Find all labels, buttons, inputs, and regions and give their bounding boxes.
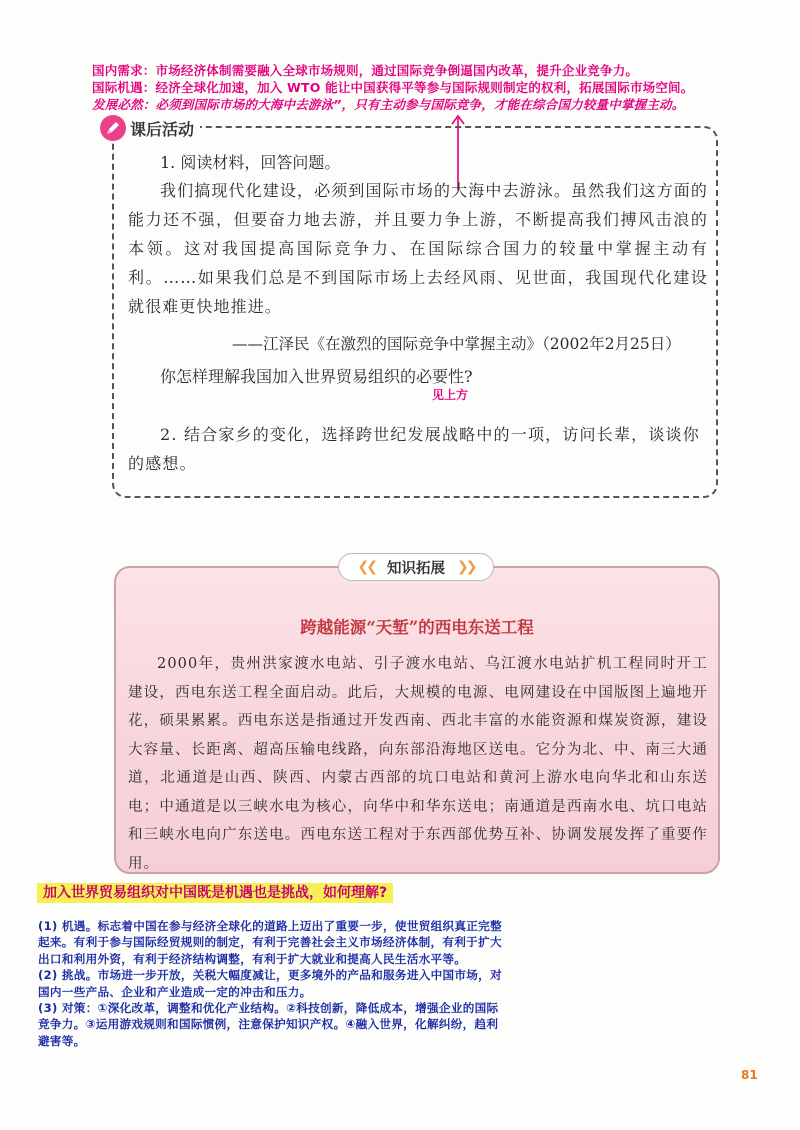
activity-title: 课后活动 (130, 119, 195, 139)
question-2: 2. 结合家乡的变化，选择跨世纪发展战略中的一项，访问长辈，谈谈你的感想。 (128, 425, 700, 473)
pencil-icon (100, 115, 126, 141)
question-wto-necessity: 你怎样理解我国加入世界贸易组织的必要性? (160, 367, 473, 386)
knowledge-banner (338, 553, 494, 581)
double-chevron-left-icon: ❮❮ (357, 559, 375, 575)
top-annotation-notes (92, 62, 772, 113)
see-above-note: 见上方 (432, 388, 469, 402)
note-development-necessity: 发展必然：必须到国际市场的大海中去游泳”，只有主动参与国际竞争，才能在综合国力较量中掌握主动。 (92, 97, 685, 112)
knowledge-title: 跨越能源“天堑”的西电东送工程 (300, 618, 534, 637)
quote-source: ——江泽民《在激烈的国际竞争中掌握主动》（2002年2月25日） (232, 335, 681, 353)
highlighted-question: 加入世界贸易组织对中国既是机遇也是挑战，如何理解? (37, 883, 393, 903)
activity-header (100, 114, 200, 142)
question-1-label: 1. 阅读材料，回答问题。 (160, 153, 341, 172)
handwritten-answer (38, 918, 508, 1049)
reading-material: 我们搞现代化建设，必须到国际市场的大海中去游泳。虽然我们这方面的能力还不强，但要奋力地去游，并且要力争上游，不断提高我们搏风击浪的本领。这对我国提高国际竞争力、在国际综合国力的较量中掌握主动有利。……如果我们总是不到国际市场上去经风雨、见世面，我国现代化建设就很难更快地推进。 (128, 181, 708, 316)
answer-opportunity: (1) 机遇。标志着中国在参与经济全球化的道路上迈出了重要一步，使世贸组织真正完整起来。有利于参与国际经贸规则的制定，有利于完善社会主义市场经济体制，有利于扩大出口和利用外资，有利于经济结构调整，有利于扩大就业和提高人民生活水平等。 (38, 919, 502, 966)
knowledge-banner-label: 知识拓展 (387, 560, 445, 577)
answer-challenge: (2) 挑战。市场进一步开放，关税大幅度减让，更多境外的产品和服务进入中国市场，对国内一些产品、企业和产业造成一定的冲击和压力。 (38, 968, 502, 999)
knowledge-body: 2000年，贵州洪家渡水电站、引子渡水电站、乌江渡水电站扩机工程同时开工建设，西电东送工程全面启动。此后，大规模的电源、电网建设在中国版图上遍地开花，硕果累累。西电东送是指通过开发西南、西北丰富的水能资源和煤炭资源，建设大容量、长距离、超高压输电线路，向东部沿海地区送电。它分为北、中、南三大通道，北通道是山西、陕西、内蒙古西部的坑口电站和黄河上游水电向华北和山东送电；中通道是以三峡水电为核心，向华中和华东送电；南通道是西南水电、坑口电站和三峡水电向广东送电。西电东送工程对于东西部优势互补、协调发展发挥了重要作用。 (128, 656, 708, 872)
note-international-opportunity: 国际机遇：经济全球化加速，加入 WTO 能让中国获得平等参与国际规则制定的权利，拓展国际市场空间。 (92, 80, 694, 95)
double-chevron-right-icon: ❯❯ (457, 559, 475, 575)
page-number: 81 (741, 1068, 758, 1082)
answer-countermeasures: (3) 对策：①深化改革，调整和优化产业结构。②科技创新，降低成本，增强企业的国际竞争力。③运用游戏规则和国际惯例，注意保护知识产权。④融入世界，化解纠纷，趋利避害等。 (38, 1001, 499, 1048)
note-domestic-demand: 国内需求：市场经济体制需要融入全球市场规则，通过国际竞争倒逼国内改革，提升企业竞争力。 (92, 63, 639, 78)
